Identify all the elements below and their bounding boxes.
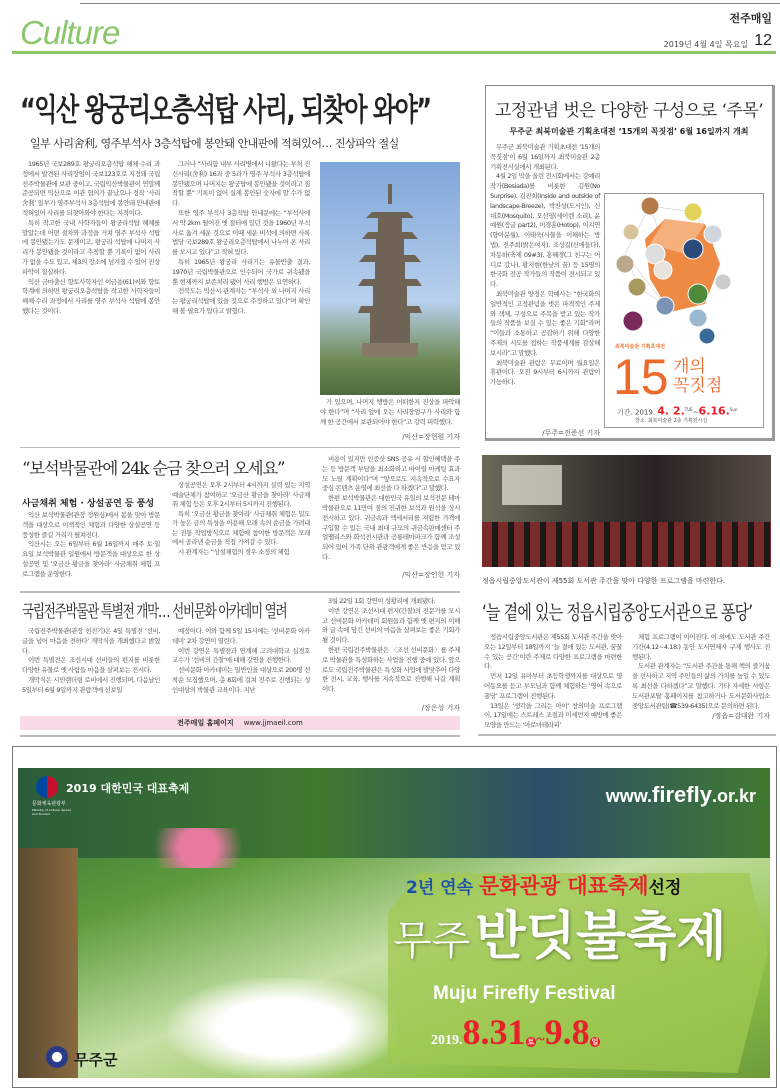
title-muju: 무주 bbox=[393, 918, 471, 964]
article-column bbox=[322, 455, 460, 567]
paragraph: 전북도는 익산시 관계자는 “부석사 외 나머지 사리는 왕궁리석탑에 있을 것으로 추정하고 있다”며 확인해 볼 필요가 있다고 밝혔다. bbox=[172, 287, 310, 315]
article-column bbox=[484, 633, 622, 730]
date-year: 2019. bbox=[431, 1033, 463, 1048]
tagline-blue: 2년 연속 bbox=[406, 878, 474, 898]
homepage-banner[interactable] bbox=[20, 716, 460, 730]
byline: /익산=장현원 기자 bbox=[402, 433, 460, 441]
paragraph: 비용이 있지만 인증샷 SNS 공유 시 할인혜택을 주는 등 방문객 부담을 최소화하고 바이럴 마케팅 효과도 노릴 계획이다”며 “앞으로도 지속적으로 수요자 중심 콘텐츠 운영에 최선을 다 하겠다”고 말했다. bbox=[322, 455, 460, 493]
date-start: 8.31 bbox=[462, 1012, 526, 1052]
article-column bbox=[172, 627, 310, 713]
library-event-photo bbox=[482, 455, 771, 567]
poster-period: 기간. 2019. 4. 2.$^{TUE}$~6.16.$^{Sun}$ bbox=[617, 404, 738, 418]
homepage-link[interactable]: www.jjmaeil.com bbox=[243, 719, 303, 727]
paragraph: 도서관 관계자는 “도서관 주간을 통해 책의 즐거움을 선사하고 지역 주민들의 삶의 가치를 높일 수 있도록 최선을 다하겠다”고 말했다. 기타 자세한 사항은 도서관포탈 홈페이지를 참고하거나 도서문화사업소 중앙도서관팀(☎539-6435)으로 문의하면 된다. bbox=[632, 662, 770, 710]
article-column bbox=[172, 160, 310, 442]
article-subtitle: 일부 사리舍利, 영주부석사 3층석탑에 봉안돼 안내판에 적혀있어… 진상파악 절실 bbox=[30, 137, 399, 150]
article-headline: “보석박물관에 24k 순금 찾으러 오세요” bbox=[22, 459, 285, 478]
county-name: 무주군 bbox=[74, 1051, 118, 1069]
muju-logo-icon bbox=[46, 1046, 68, 1068]
divider bbox=[20, 735, 460, 737]
blossoms bbox=[138, 828, 258, 868]
period-start: 4. 2. bbox=[657, 404, 685, 418]
article-column bbox=[172, 481, 310, 589]
paragraph: 선비문화 아카데미는 일반인을 대상으로 200명 선착순 모집했으며, 총 8회에 걸쳐 전주로 진행되는 성인대상의 박물관 교육이다. 지난 bbox=[172, 666, 310, 694]
paragraph: 상설공연은 오후 2시부터 4시까지 실력 있는 지역 예술단체가 참여하고 ‘오금산 황금을 찾아라’ 사금채취 체험 등은 오후 2시부터 5시까지 진행된다. bbox=[172, 481, 310, 508]
paragraph: 가 있으며, 나머지 행방은 어떠한지 진상을 파악해야 한다”며 “사리 앞에 오는 사리장엄구가 사리와 함께 한 공간에서 보관되어야 한다”고 강력 피력했다. bbox=[320, 398, 460, 426]
newspaper-name: 전주매일 bbox=[729, 12, 772, 25]
divider bbox=[20, 447, 460, 448]
end-weekday: 일 bbox=[591, 1038, 599, 1046]
article-column bbox=[22, 160, 160, 442]
projection-screen bbox=[502, 465, 562, 505]
article-column bbox=[490, 143, 600, 428]
end-day: Sun bbox=[729, 407, 738, 412]
divider bbox=[478, 734, 776, 736]
pagoda-photo bbox=[320, 162, 460, 395]
paragraph: 먼저 12일 유아부터 초등학생까지를 대상으로 영어동요를 듣고 부모님과 함께 체험하는 ‘영어 속으로 퐁당’ 프로그램이 진행된다. bbox=[484, 672, 622, 700]
top-rule bbox=[80, 3, 780, 4]
ministry-logo-icon bbox=[36, 776, 58, 798]
paragraph: 특히 ‘오금산 황금을 찾아라’ 사금채취 체험은 밀도가 높은 금의 특성을 이용해 모래 속의 순금을 가려내는 전통 작업방식으로 체험에 참여한 방문객은 모래에서 골라낸 순금을 직접 가져갈 수 있다. bbox=[172, 509, 310, 546]
article-headline: ‘늘 곁에 있는 정읍시립중앙도서관으로 퐁당’ bbox=[482, 600, 753, 624]
header-rule bbox=[12, 51, 776, 54]
paragraph: 4월 2일 막을 올린 전시회에서는 강예리 작가(Besiada)를 비롯한 김원(No Surprise), 김진희(Inside and outside of landscape-Breeze), 박찬상(도시인), 신대호(Mosquito), 오선영(세이렌 소리), 윤예원(정글 part2), 이경훈(Hotop), 이지연(향아분월), 이태욱(사물을 이해하는 방법), 전주희(밝은여자), 조상길(신에들다), 차동하(축제 09#3), 홍혜경(그 친구는 어디로 갔나), 황지현(한낮의 꿈) 등 15명의 한국화 전공 작가들의 작품이 전시되고 있다. bbox=[490, 172, 600, 289]
paragraph: 이번 강연은 특별전과 연계해 고려대학교 심경호 교수가 ‘선비의 간찰’에 대해 강연을 진행한다. bbox=[172, 646, 310, 665]
network-graphic bbox=[605, 194, 763, 344]
url-suffix: .or.kr bbox=[711, 786, 756, 806]
tilde: ~ bbox=[692, 408, 699, 417]
period-label: 기간 bbox=[617, 408, 631, 417]
paragraph: 1965년 국보289호 왕궁리오층석탑 해체·수리 과정에서 발견된 사리장엄이 국보123호로 지정돼 국립전주박물관에 보관 중이고, 국립익산박물관이 연말께 준공되면 익산으로 이관 협의가 끝났으나 정작 ‘사리舍利’ 일부가 영주부석사 3층석탑에 봉안돼 안내판에 적혀있어 사리를 되찾아와야 한다는 지적이다. bbox=[22, 160, 160, 217]
homepage-label: 전주매일 홈페이지 bbox=[177, 719, 234, 727]
byline: /익산=장인헌 기자 bbox=[402, 571, 460, 579]
date-end: 9.8 bbox=[544, 1012, 590, 1052]
photo-caption: 정읍시립중앙도서관이 제55회 도서관 주간을 맞아 다양한 프로그램을 마련한다. bbox=[482, 577, 726, 585]
paragraph: 정읍시립중앙도서관은 제55회 도서관 주간을 맞아 오는 12일부터 18일까지 ‘늘 곁에 있는 도서관, 꿈꿀 수 있는 공간’이란 주제로 다양한 프로그램을 마련한다. bbox=[484, 633, 622, 671]
section-title: Culture bbox=[20, 14, 120, 51]
paragraph: 국립전주박물관(관장 천진기)은 4일 특별전 ‘선비, 글을 넘어 마음을 전하다’ 개막식을 개최했다고 밝혔다. bbox=[22, 627, 160, 655]
poster-title bbox=[673, 358, 722, 396]
paragraph: 예정이다. 이와 함께 5일 15시에는 ‘선비문화 아카데미’ 2차 강연이 열린다. bbox=[172, 627, 310, 645]
paragraph: 이번 특별전은 조선시대 선비들의 편지를 비롯한 다양한 유물로 옛 사람들 마음을 살펴보는 전시다. bbox=[22, 656, 160, 675]
poster-number: 15 bbox=[613, 349, 669, 405]
byline: /정읍=김대완 기자 bbox=[712, 712, 770, 720]
article-column bbox=[320, 398, 460, 432]
poster-label: 최북미술관 기획초대전 bbox=[615, 344, 666, 350]
paragraph: 최북미술관 관람은 무료이며 월요일은 휴관이다. 오전 9시부터 6시까지 관람이 가능하다. bbox=[490, 358, 600, 387]
paragraph: 또한 영주 부석사 3층석탑 안내문에는 “부석사에서 약 2km 떨어진 옛 절터에 있던 것을 1960년 부석사로 옮겨 세운 것으로 이때 세운 비석에 의하면 사록 법당 국보289호 왕궁리오층석탑에서 나누어 온 사리를 모시고 있다”고 적혀 있다. bbox=[172, 208, 310, 257]
tagline-red: 문화관광 대표축제 bbox=[478, 874, 649, 898]
url-main: firefly bbox=[652, 782, 712, 807]
period-end: 6.16. bbox=[698, 404, 730, 418]
date-tilde: ~ bbox=[536, 1031, 545, 1048]
pagoda-image bbox=[358, 182, 422, 372]
paragraph: 익산 금마출신 향토사학자인 이금용(61)씨와 향토 학계에 의하면 왕궁리오층석탑을 작고한 사학자들이 해체·수리 과정에서 사리를 영주 부석사 석탑에 봉안했다는 것이다. bbox=[22, 277, 160, 315]
paragraph: 익산시는 오는 6일부터 6월 16일까지 매주 토·일요일 보석박물관 일원에서 방문객을 대상으로 한 상설공연 및 ‘오금산 황금을 찾아라’ 사금채취 체험 프로그램을 운영한다. bbox=[22, 540, 160, 578]
exhibition-poster bbox=[604, 193, 764, 428]
issue-date: 2019년 4월 4일 목요일 bbox=[663, 40, 749, 49]
article-subhead: 사금채취 체험 · 상설공연 등 풍성 bbox=[22, 499, 155, 509]
festival-dates bbox=[431, 1011, 600, 1053]
festival-title-en: Muju Firefly Festival bbox=[433, 983, 616, 1004]
paragraph: 무주군 최북미술관 기획초대전 ‘15개의 꼭짓점’이 6월 16일까지 최북미술관 2층 기획전시실에서 개최된다. bbox=[490, 143, 600, 171]
tree-trunk bbox=[18, 848, 78, 1078]
ministry-name: 문화체육관광부 bbox=[32, 801, 66, 807]
paragraph: 특히 작고한 국내 사학자들이 왕궁리석탑 해체를 말았는데 어떤 절차와 과정을 거쳐 영주 부석사 석탑에 봉안됐는가도 문제이고, 왕궁리 석탑에 나머지 사리가 봉안됐을 것이라고 추정할 뿐 기록이 없어 사리가 없을 수도 있고, 제3의 장소에 넘겨질 수 있어 진상파악이 절실하다. bbox=[22, 218, 160, 276]
box-headline: 고정관념 벗은 다양한 구성으로 ‘주목’ bbox=[494, 101, 764, 121]
paragraph: 3월 22일 1회 강연이 성황리에 개최됐다. bbox=[328, 597, 436, 605]
start-day: TUE bbox=[684, 407, 693, 412]
start-weekday: 토 bbox=[527, 1038, 535, 1046]
article-column bbox=[322, 597, 460, 701]
box-subtitle: 무주군 최북미술관 기획초대전 ‘15개의 꼭짓점’ 6월 16일까지 개최 bbox=[509, 127, 749, 136]
article-headline: “익산 왕궁리오층석탑 사리, 되찾아 와야” bbox=[20, 91, 431, 129]
ad-badge: 2019 대한민국 대표축제 bbox=[66, 782, 190, 795]
period-year: 2019. bbox=[634, 408, 656, 417]
page-number: 12 bbox=[754, 32, 772, 49]
paragraph: 특히 1965년 왕궁리 사리기는 유물반출 결과, 1970년 국립박물관으로 인수되어 국가로 귀속됐을 뿐 현재까지 보존처리 됐어 사리 행방은 묘연하다. bbox=[172, 257, 310, 286]
paragraph: 익산 보석박물관(관장 정원심)에서 봄을 맞아 방문객을 대상으로 이색적인 체험과 다양한 상설공연 등 풍성한 즐길 거리가 펼쳐진다. bbox=[22, 511, 160, 539]
paragraph: 13일은 ‘생각을 그리는 아이’ 창의미술 프로그램이, 17일에는 스트레스 조절과 미세먼지 예방에 좋은 모양을 만드는 ‘아로마테라피’ bbox=[484, 701, 622, 730]
article-column bbox=[632, 633, 770, 709]
poster-title-line: 꼭짓점 bbox=[673, 376, 723, 396]
paragraph: 이번 강연은 조선시대 편지(간찰)의 전문가를 모시고 선비문화 아카데미 회원들과 함께 옛 편지의 이해와 글 속에 담긴 선비의 마음을 살펴보는 좋은 기회가 될 것이다. bbox=[322, 606, 460, 645]
festival-url[interactable] bbox=[606, 782, 756, 808]
byline: /장은성 기자 bbox=[421, 704, 460, 712]
paragraph: 한편 보석박물관은 대한민국 유일의 보석전문 테마 박물관으로 11만여 점의 진귀한 보석과 원석을 상시 전시하고 있다. 귀금속과 액세서리를 저렴한 가격에 구입할 수 있는 국내 최대 규모의 귀금속판매센터 주얼팰리스와 화석전시관과 공룡테마파크가 함께 조성되어 있어 가족 단위 관광객에게 좋은 반응을 얻고 있다. bbox=[322, 494, 460, 561]
poster-venue: 장소. 최북미술관 2층 기획전시실 bbox=[635, 418, 708, 424]
audience bbox=[482, 522, 771, 567]
article-column bbox=[22, 511, 160, 587]
poster-title-line: 개의 bbox=[673, 357, 706, 377]
festival-title bbox=[393, 906, 727, 980]
divider bbox=[20, 591, 460, 593]
clearing bbox=[168, 978, 398, 1078]
paragraph: 개막식은 시민랜더링 로비에서 진행되며, 다음날인 5일부터 6월 9일까지 관람객에 선보일 bbox=[22, 675, 160, 694]
article-headline: 국립전주박물관 특별전 개막… 선비문화 아카데미 열려 bbox=[22, 600, 287, 621]
byline: /무주=전준선 기자 bbox=[542, 429, 600, 437]
paragraph: 최북미술관 양정은 학예사는 “한국화의 일반적인 고정관념을 벗은 파격적인 주제와 색채, 구성으로 주목을 받고 있는 작가들의 작품을 보실 수 있는 좋은 기회”라며 “이들과 소통하고 공감하기 위해 다양한 주제의 시도를 접하는 작품세계를 감상해 보시라”고 말했다. bbox=[490, 289, 600, 357]
url-prefix: www. bbox=[605, 786, 653, 806]
paragraph: 그러나 “사리함 내부 사리병에서 나왔다는 부처 진신사리(舍利) 16과 중 5과가 영주 부석사 3층석탑에 봉안됐으며 나머지는 왕궁탑에 봉안됐을 것이라고 짐작할 뿐” 기록이 없어 실제 봉안된 숫자에 알 수가 없다. bbox=[172, 160, 310, 208]
article-column bbox=[22, 627, 160, 713]
paragraph: 체험 프로그램이 이어진다. 이 외에도 도서관 주간 기간(4.12~4.18.) 동안 도서연체자 구제 행사도 진행된다. bbox=[632, 633, 770, 661]
paragraph: 시 관계자는 “상설체험의 경우 소정의 체험 bbox=[178, 547, 290, 556]
ministry-name-en: Ministry of Culture, Sports and Tourism bbox=[32, 808, 72, 816]
tagline-black: 선정 bbox=[648, 878, 682, 898]
dateline bbox=[664, 32, 772, 50]
title-firefly: 반딧불축제 bbox=[475, 906, 727, 967]
ad-tagline bbox=[406, 870, 681, 900]
firefly-festival-ad[interactable] bbox=[18, 768, 770, 1078]
paragraph: 한편 국립전주박물관은 〈조선 선비문화〉를 주제로 박물관을 특성화하는 사업을 진행 중에 있다. 앞으로도 국립전주박물관은 특성화 사업에 발맞추어 다양한 전시, 교육, 행사를 지속적으로 진행해 나갈 계획이다. bbox=[322, 645, 460, 694]
